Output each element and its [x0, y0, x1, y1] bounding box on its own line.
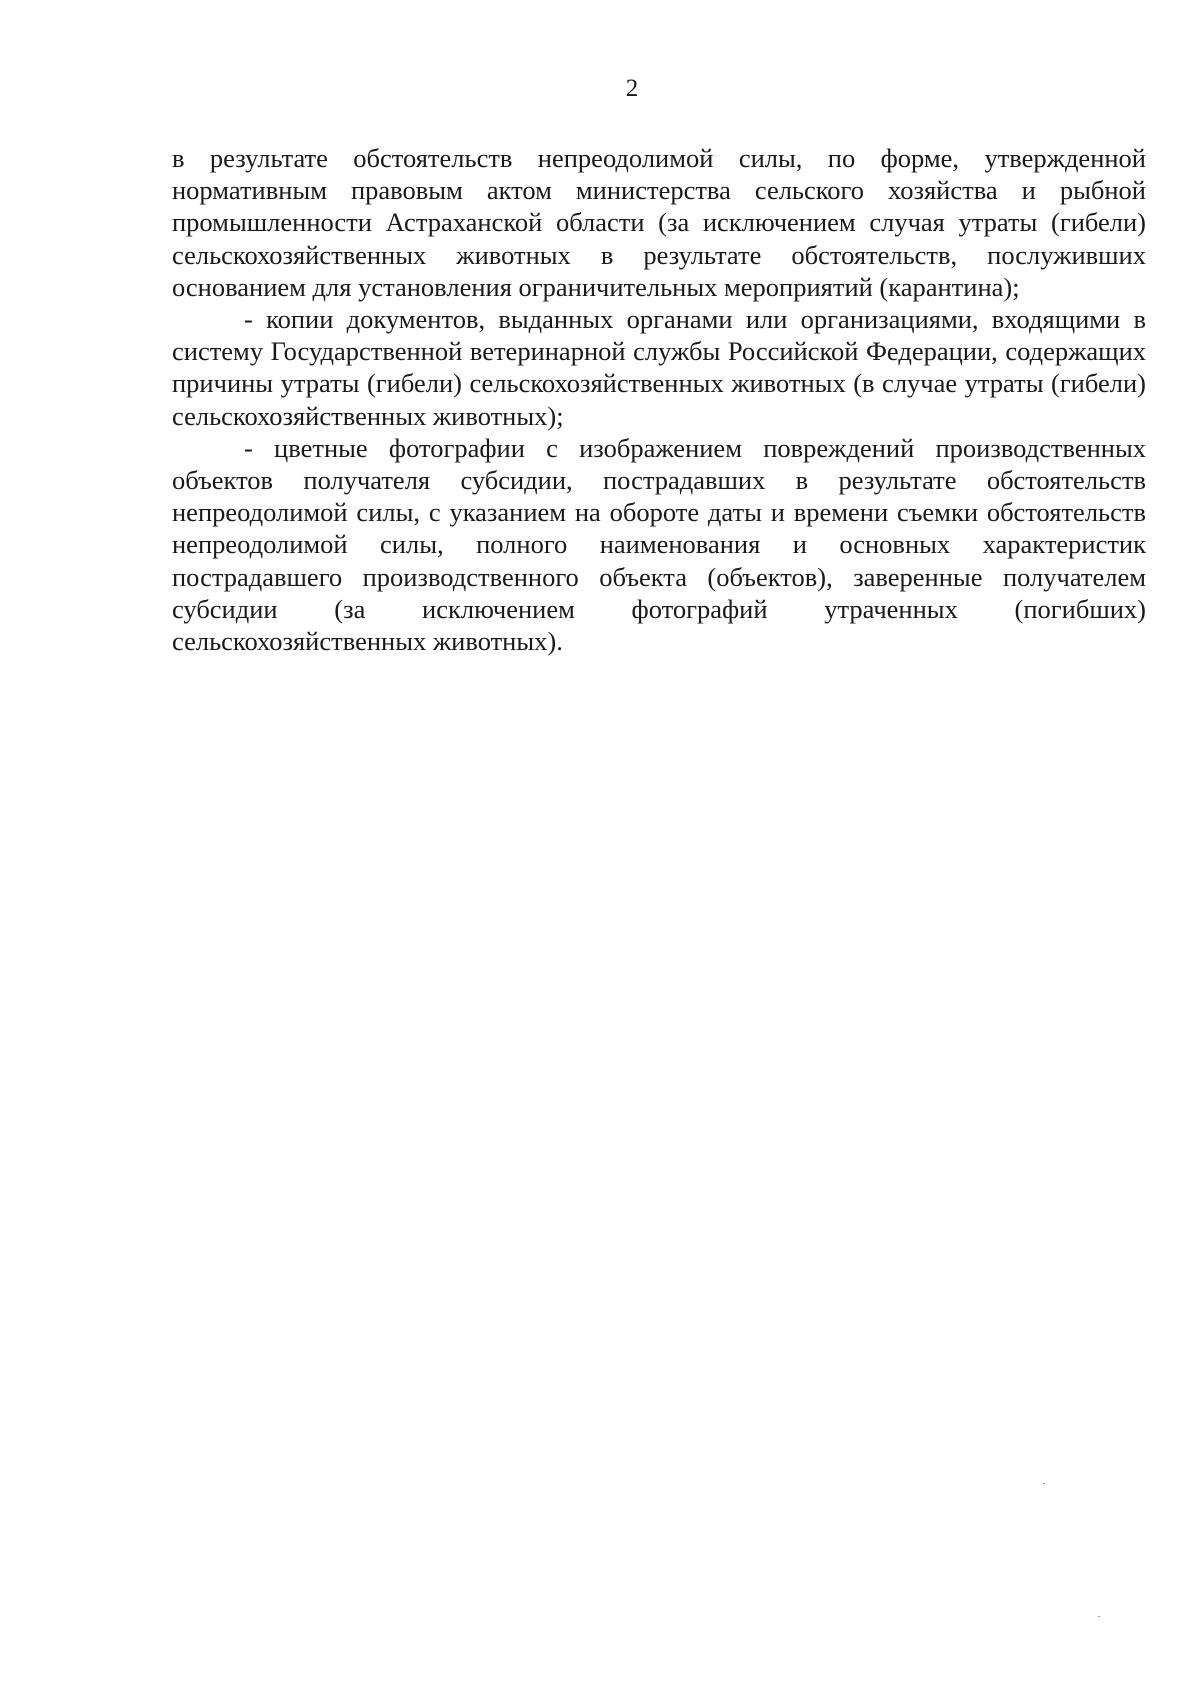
- list-item-color-photos: - цветные фотографии с изображением повреждений производственных объектов получателя субсидии, пострадавших в результате обстоятельств непреодолимой силы, с указанием на обороте даты и времени съемки обстоятельств непреодолимой силы, полного наименования и основных характеристик пострадавшего производственного объекта (объектов), заверенные получателем субсидии (за исключением фотографий утраченных (погибших) сельскохозяйственных животных).: [172, 432, 1146, 657]
- scan-speck: [1043, 1483, 1045, 1484]
- paragraph-continuation: в результате обстоятельств непреодолимой силы, по форме, утвержденной нормативным правовым актом министерства сельского хозяйства и рыбной промышленности Астраханской области (за исключением случая утраты (гибели) сельскохозяйственных животных в результате обстоятельств, послуживших основанием для установления ограничительных мероприятий (карантина);: [172, 143, 1146, 302]
- page-number: 2: [625, 75, 639, 102]
- list-item-vet-documents: - копии документов, выданных органами или организациями, входящими в систему Государственной ветеринарной службы Российской Федерации, содержащих причины утраты (гибели) сельскохозяйственных животных (в случае утраты (гибели) сельскохозяйственных животных);: [172, 304, 1146, 431]
- scan-speck: [1098, 1616, 1100, 1617]
- body-text: [172, 142, 1146, 657]
